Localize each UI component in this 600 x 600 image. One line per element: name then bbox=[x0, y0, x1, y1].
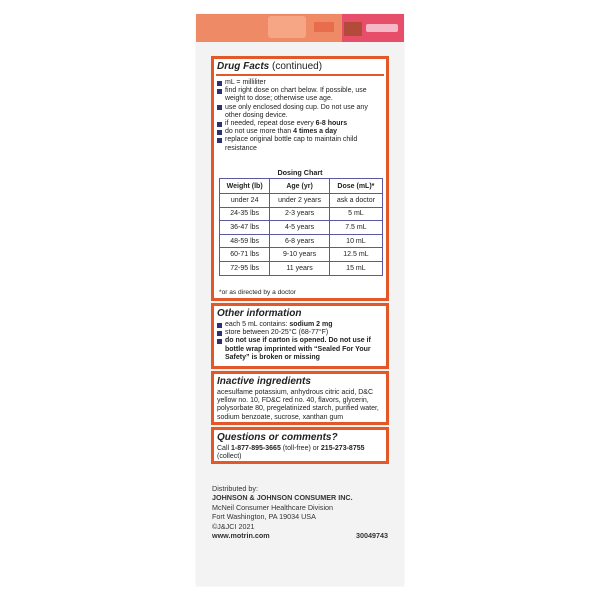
copyright: ©J&JCI 2021 bbox=[212, 521, 255, 531]
text: (collect) bbox=[217, 453, 242, 461]
column-header: Dose (mL)* bbox=[329, 179, 382, 194]
website: www.motrin.com bbox=[212, 531, 270, 541]
bold-text: sodium 2 mg bbox=[289, 321, 333, 328]
table-cell: 6-8 years bbox=[270, 234, 330, 248]
list-item: mL = milliliter bbox=[217, 79, 385, 87]
product-code: 30049743 bbox=[356, 531, 388, 541]
list-item: use only enclosed dosing cup. Do not use any other dosing device. bbox=[217, 104, 385, 120]
division-name: McNeil Consumer Healthcare Division bbox=[212, 502, 334, 512]
list-item: find right dose on chart below. If possible, use weight to dose; otherwise use age. bbox=[217, 87, 385, 103]
table-cell: 15 mL bbox=[329, 261, 382, 275]
other-information-list bbox=[217, 321, 385, 362]
address: Fort Washington, PA 19034 USA bbox=[212, 512, 316, 522]
text: if needed, repeat dose every bbox=[225, 120, 316, 128]
directions-list bbox=[217, 79, 385, 153]
distributed-by-label: Distributed by: bbox=[212, 484, 258, 493]
text: each 5 mL contains: bbox=[225, 321, 290, 328]
phone-number: 215-273-8755 bbox=[320, 445, 365, 452]
logo-shape bbox=[268, 16, 306, 38]
table-cell: 9-10 years bbox=[270, 248, 330, 262]
drug-facts-heading bbox=[217, 61, 322, 72]
column-header: Age (yr) bbox=[270, 179, 330, 194]
logo-shape bbox=[314, 22, 334, 32]
table-cell: 5 mL bbox=[329, 207, 382, 221]
table-cell: 7.5 mL bbox=[329, 221, 382, 235]
logo-shape bbox=[344, 22, 362, 36]
table-cell: 10 mL bbox=[329, 234, 382, 248]
table-header-row bbox=[220, 179, 383, 194]
table-cell: 24-35 lbs bbox=[220, 207, 270, 221]
list-item: do not use if carton is opened. Do not use if bottle wrap imprinted with “Sealed For Your Safety” is broken or missing bbox=[217, 337, 385, 362]
dosing-footnote: *or as directed by a doctor bbox=[219, 289, 296, 296]
table-cell: ask a doctor bbox=[329, 194, 382, 208]
list-item: replace original bottle cap to maintain child resistance bbox=[217, 136, 385, 152]
text: Call bbox=[217, 445, 232, 452]
brand-artwork-right bbox=[342, 14, 404, 42]
table-cell: 60-71 lbs bbox=[220, 248, 270, 262]
questions-title: Questions or comments? bbox=[217, 432, 338, 443]
logo-shape bbox=[366, 24, 398, 32]
website-row bbox=[212, 531, 388, 540]
table-row bbox=[220, 234, 383, 248]
table-row bbox=[220, 248, 383, 262]
table-cell: 36-47 lbs bbox=[220, 221, 270, 235]
inactive-ingredients-title: Inactive ingredients bbox=[217, 376, 311, 387]
list-item bbox=[217, 321, 385, 329]
bold-text: 6-8 hours bbox=[315, 120, 348, 128]
drug-facts-title: Drug Facts bbox=[217, 61, 270, 72]
table-cell: under 24 bbox=[220, 194, 270, 208]
list-item: store between 20-25°C (68-77°F) bbox=[217, 329, 385, 337]
distributor-block bbox=[212, 484, 388, 540]
bold-text: 4 times a day bbox=[293, 128, 338, 136]
column-header: Weight (lb) bbox=[220, 179, 270, 194]
table-row bbox=[220, 221, 383, 235]
table-row bbox=[220, 194, 383, 208]
phone-number: 1-877-895-3665 bbox=[231, 445, 281, 452]
questions-text bbox=[217, 445, 387, 461]
heading-rule bbox=[216, 74, 384, 76]
table-row bbox=[220, 207, 383, 221]
table-cell: 4-5 years bbox=[270, 221, 330, 235]
table-cell: 72-95 lbs bbox=[220, 261, 270, 275]
table-row bbox=[220, 261, 383, 275]
dosing-chart-table bbox=[219, 178, 383, 276]
text: do not use more than bbox=[225, 128, 294, 136]
brand-artwork-left bbox=[196, 14, 342, 42]
table-cell: 48-59 lbs bbox=[220, 234, 270, 248]
list-item bbox=[217, 120, 385, 128]
text: (toll-free) or bbox=[280, 445, 321, 452]
dosing-chart-title: Dosing Chart bbox=[277, 168, 323, 177]
inactive-ingredients-text: acesulfame potassium, anhydrous citric acid, D&C yellow no. 10, FD&C red no. 40, flavors, glycerin, polysorbate 80, pregelatinized starch, purified water, sodium benzoate, sucrose, xanthan gum bbox=[217, 389, 379, 421]
other-information-panel bbox=[211, 303, 389, 369]
package-top-artwork bbox=[196, 14, 404, 42]
table-cell: 2-3 years bbox=[270, 207, 330, 221]
inactive-ingredients-panel bbox=[211, 371, 389, 425]
table-cell: 12.5 mL bbox=[329, 248, 382, 262]
other-information-title: Other information bbox=[217, 308, 302, 319]
drug-facts-continued: (continued) bbox=[272, 61, 323, 72]
table-cell: 11 years bbox=[270, 261, 330, 275]
table-cell: under 2 years bbox=[270, 194, 330, 208]
company-name: JOHNSON & JOHNSON CONSUMER INC. bbox=[212, 493, 353, 503]
list-item bbox=[217, 128, 385, 136]
drug-facts-panel bbox=[211, 56, 389, 301]
questions-panel bbox=[211, 427, 389, 464]
